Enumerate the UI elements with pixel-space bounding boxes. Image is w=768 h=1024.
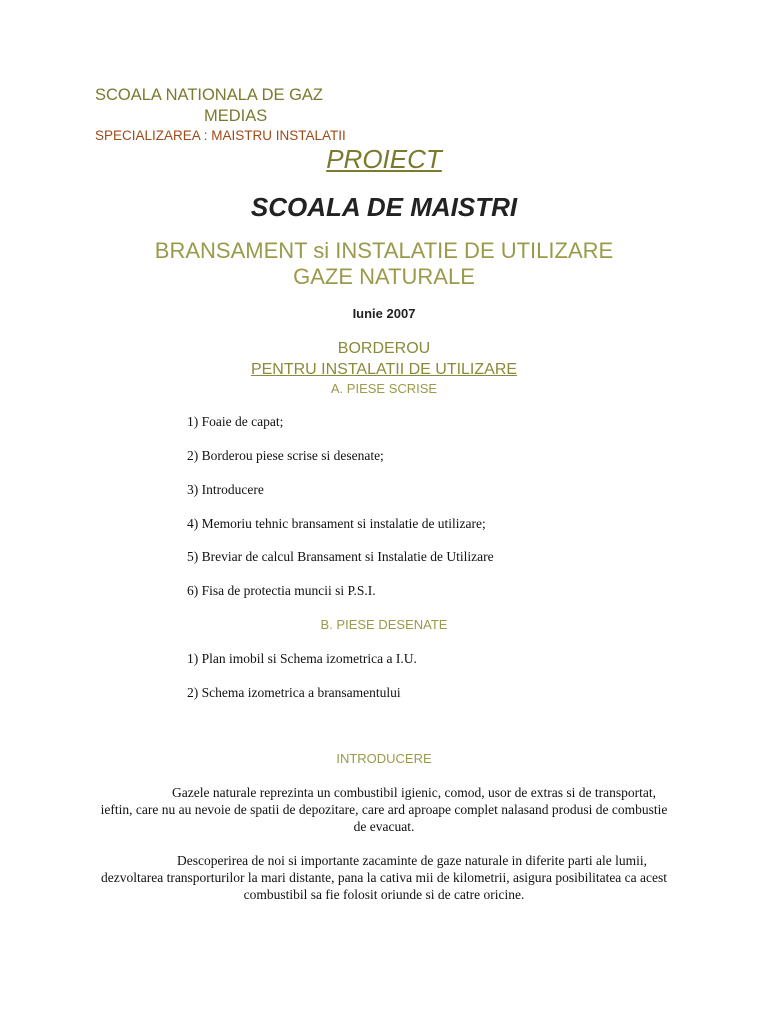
borderou-heading: BORDEROU	[337, 340, 431, 357]
list-item-a3: 3) Introducere	[187, 482, 264, 497]
list-item-a4: 4) Memoriu tehnic bransament si instalatie de utilizare;	[187, 516, 486, 531]
document-title: SCOALA DE MAISTRI	[250, 192, 518, 222]
list-item-b1: 1) Plan imobil si Schema izometrica a I.U.	[187, 651, 417, 666]
list-item-a5: 5) Breviar de calcul Bransament si Instalatie de Utilizare	[187, 549, 494, 564]
list-item-a2: 2) Borderou piese scrise si desenate;	[187, 448, 384, 463]
list-item-a6: 6) Fisa de protectia muncii si P.S.I.	[187, 583, 376, 598]
subject-line2: GAZE NATURALE	[293, 264, 475, 289]
list-item-a1: 1) Foaie de capat;	[187, 414, 284, 429]
school-name-line2: MEDIAS	[204, 107, 268, 125]
intro-paragraph-1: Gazele naturale reprezinta un combustibil igienic, comod, usor de extras si de transportat, ieftin, care nu au nevoie de spatii de depozitare, care ard aproape complet nalasand produsi de combustie de evacuat.	[100, 785, 668, 834]
intro-paragraph-2: Descoperirea de noi si importante zacaminte de gaze naturale in diferite parti ale lumii, dezvoltarea transporturilor la mari distante, pana la cativa mii de kilometrii, asigura posibilitatea ca acest combustibil sa fie folosit oriunde si de catre oricine.	[100, 853, 668, 902]
subject-line1: BRANSAMENT si INSTALATIE DE UTILIZARE	[154, 238, 614, 263]
project-label: PROIECT	[326, 144, 442, 174]
school-name-line1: SCOALA NATIONALA DE GAZ	[95, 86, 324, 104]
section-b-heading: B. PIESE DESENATE	[320, 617, 448, 632]
introduction-heading: INTRODUCERE	[336, 751, 432, 766]
document-date: Iunie 2007	[352, 306, 416, 321]
section-a-heading: A. PIESE SCRISE	[330, 381, 438, 396]
specialization: SPECIALIZAREA : MAISTRU INSTALATII	[95, 128, 346, 143]
borderou-subheading: PENTRU INSTALATII DE UTILIZARE	[250, 361, 518, 378]
list-item-b2: 2) Schema izometrica a bransamentului	[187, 685, 401, 700]
